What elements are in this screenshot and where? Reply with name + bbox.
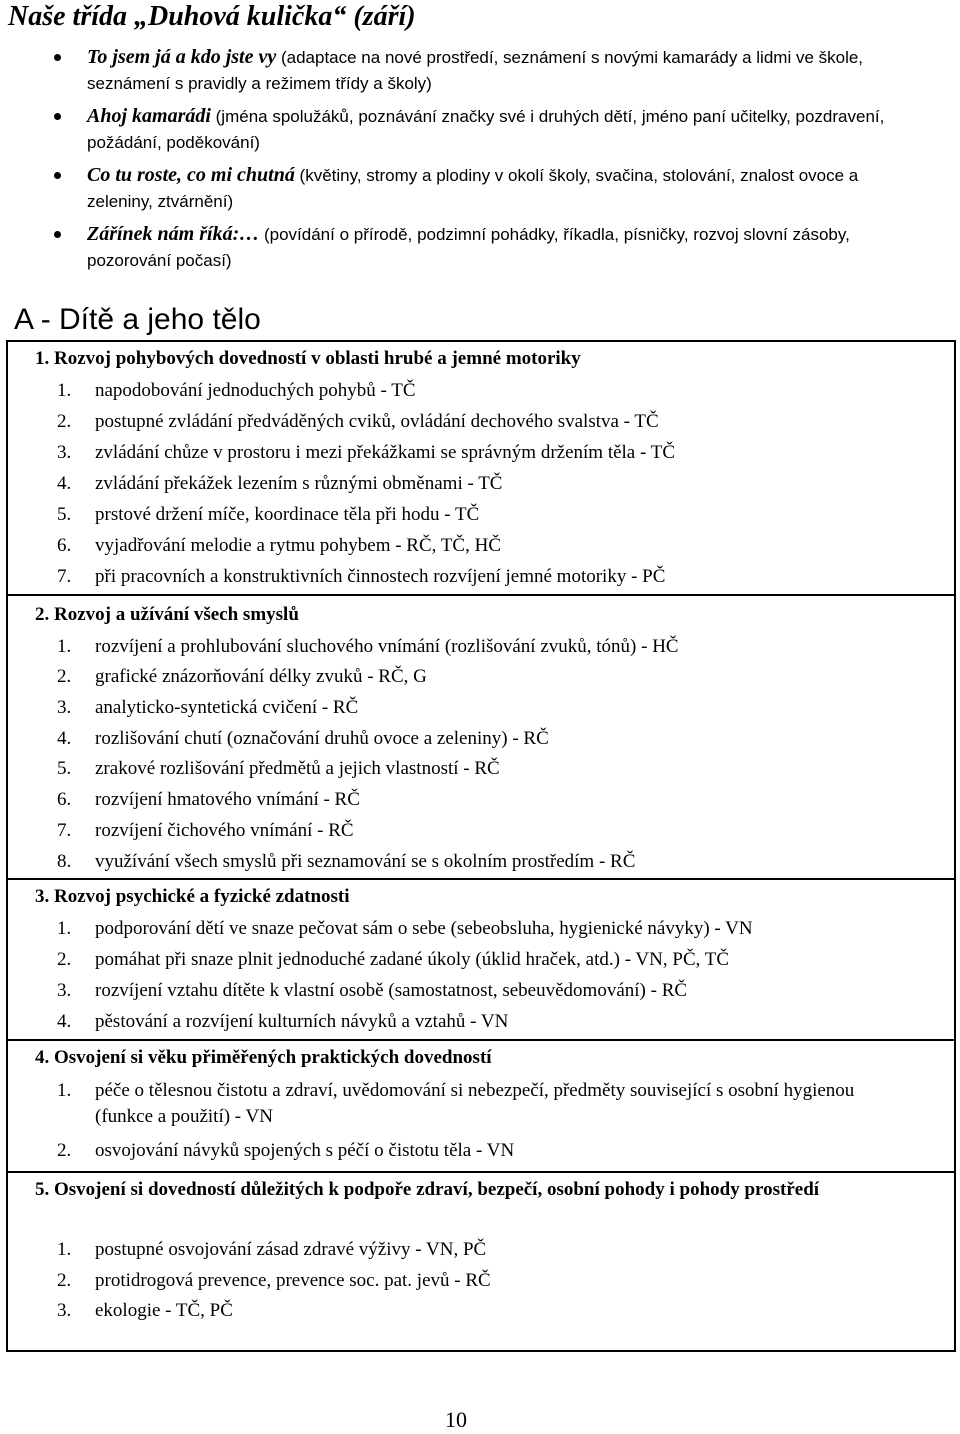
item-number: 7. xyxy=(57,820,72,841)
item-number: 2. xyxy=(57,411,72,432)
item-number: 6. xyxy=(57,789,72,810)
item-number: 3. xyxy=(57,1300,72,1321)
item-number: 5. xyxy=(57,504,72,525)
item-number: 7. xyxy=(57,566,72,587)
item-number: 1. xyxy=(57,636,72,657)
item-text: rozlišování chutí (označování druhů ovoce a zeleniny) - RČ xyxy=(95,728,549,749)
item-number: 3. xyxy=(57,442,72,463)
item-text: podporování dětí ve snaze pečovat sám o sebe (sebeobsluha, hygienické návyky) - VN xyxy=(95,918,753,939)
item-text: osvojování návyků spojených s péčí o čistotu těla - VN xyxy=(95,1140,515,1161)
page-number: 10 xyxy=(445,1407,467,1432)
list-item xyxy=(57,1138,917,1164)
block-heading: 1. Rozvoj pohybových dovedností v oblasti hrubé a jemné motoriky xyxy=(35,348,581,369)
item-text: protidrogová prevence, prevence soc. pat. jevů - RČ xyxy=(95,1270,491,1291)
list-item xyxy=(57,695,917,721)
item-text: grafické znázorňování délky zvuků - RČ, G xyxy=(95,666,427,687)
item-text: vyjadřování melodie a rytmu pohybem - RČ, TČ, HČ xyxy=(95,535,501,556)
item-number: 1. xyxy=(57,380,72,401)
item-text: rozvíjení čichového vnímání - RČ xyxy=(95,820,354,841)
item-number: 6. xyxy=(57,535,72,556)
section-heading: A - Dítě a jeho tělo xyxy=(14,303,261,336)
block-heading: 2. Rozvoj a užívání všech smyslů xyxy=(35,604,299,625)
curriculum-box xyxy=(6,340,956,1352)
list-item xyxy=(57,849,917,875)
item-text: pomáhat při snaze plnit jednoduché zadané úkoly (úklid hraček, atd.) - VN, PČ, TČ xyxy=(95,949,730,970)
item-text: postupné zvládání předváděných cviků, ovládání dechového svalstva - TČ xyxy=(95,411,659,432)
item-text: rozvíjení hmatového vnímání - RČ xyxy=(95,789,360,810)
list-item xyxy=(57,664,917,690)
block-heading: 5. Osvojení si dovedností důležitých k podpoře zdraví, bezpečí, osobní pohody i pohody prostředí xyxy=(35,1179,820,1200)
topic-lead: Co tu roste, co mi chutná xyxy=(87,164,295,186)
block-heading: 4. Osvojení si věku přiměřených praktických dovedností xyxy=(35,1047,492,1068)
list-item xyxy=(57,564,917,590)
item-text: zvládání překážek lezením s různými obměnami - TČ xyxy=(95,473,503,494)
item-text: ekologie - TČ, PČ xyxy=(95,1300,233,1321)
item-text: pěstování a rozvíjení kulturních návyků a vztahů - VN xyxy=(95,1011,509,1032)
list-item xyxy=(57,409,917,435)
topic-list xyxy=(0,44,960,280)
bullet-icon xyxy=(54,113,61,120)
topic-lead: To jsem já a kdo jste vy xyxy=(87,46,277,68)
bullet-icon xyxy=(54,231,61,238)
list-item xyxy=(57,787,917,813)
item-text: analyticko-syntetická cvičení - RČ xyxy=(95,697,359,718)
item-number: 2. xyxy=(57,1140,72,1161)
item-number: 1. xyxy=(57,1080,72,1101)
list-item xyxy=(57,378,917,404)
page-title: Naše třída „Duhová kulička“ (září) xyxy=(8,1,416,32)
item-number: 4. xyxy=(57,1011,72,1032)
item-text: rozvíjení a prohlubování sluchového vnímání (rozlišování zvuků, tónů) - HČ xyxy=(95,636,679,657)
topic-text: (květiny, stromy a plodiny v okolí školy, svačina, stolování, znalost ovoce a zeleniny, ztvárnění) xyxy=(87,166,859,211)
item-number: 1. xyxy=(57,918,72,939)
item-text: napodobování jednoduchých pohybů - TČ xyxy=(95,380,416,401)
item-text: rozvíjení vztahu dítěte k vlastní osobě (samostatnost, sebeuvědomování) - RČ xyxy=(95,980,688,1001)
list-item xyxy=(57,1009,917,1035)
topic-item xyxy=(0,221,960,274)
topic-text: (jména spolužáků, poznávání značky své i druhých dětí, jméno paní učitelky, pozdravení, požádání, poděkování) xyxy=(87,107,885,152)
item-number: 2. xyxy=(57,666,72,687)
item-text: prstové držení míče, koordinace těla při hodu - TČ xyxy=(95,504,480,525)
list-item xyxy=(57,947,917,973)
bullet-icon xyxy=(54,172,61,179)
curriculum-block xyxy=(8,594,954,880)
item-text: zrakové rozlišování předmětů a jejich vlastností - RČ xyxy=(95,758,500,779)
item-text: využívání všech smyslů při seznamování se s okolním prostředím - RČ xyxy=(95,851,636,872)
list-item xyxy=(57,978,917,1004)
curriculum-block xyxy=(8,1171,954,1352)
topic-text: (povídání o přírodě, podzimní pohádky, říkadla, písničky, rozvoj slovní zásoby, pozorování počasí) xyxy=(87,225,850,270)
block-heading: 3. Rozvoj psychické a fyzické zdatnosti xyxy=(35,886,350,907)
item-number: 3. xyxy=(57,697,72,718)
item-number: 3. xyxy=(57,980,72,1001)
item-number: 8. xyxy=(57,851,72,872)
list-item xyxy=(57,634,917,660)
list-item xyxy=(57,502,917,528)
topic-lead: Zářínek nám říká:… xyxy=(87,223,260,245)
curriculum-block xyxy=(8,342,954,594)
list-item xyxy=(57,1298,917,1324)
list-item xyxy=(57,756,917,782)
topic-item xyxy=(0,44,960,97)
list-item xyxy=(57,726,917,752)
curriculum-block xyxy=(8,1039,954,1173)
topic-text: (adaptace na nové prostředí, seznámení s novými kamarády a lidmi ve škole, seznámení s pravidly a režimem třídy a školy) xyxy=(87,48,864,93)
list-item xyxy=(57,1237,917,1263)
curriculum-block xyxy=(8,878,954,1041)
list-item xyxy=(57,533,917,559)
item-text: postupné osvojování zásad zdravé výživy - VN, PČ xyxy=(95,1239,487,1260)
list-item xyxy=(57,916,917,942)
item-number: 4. xyxy=(57,728,72,749)
topic-item xyxy=(0,103,960,156)
list-item xyxy=(57,1268,917,1294)
list-item xyxy=(57,1078,917,1130)
item-text: péče o tělesnou čistotu a zdraví, uvědomování si nebezpečí, předměty související s osobní hygienou (funkce a použití) - VN xyxy=(95,1080,855,1127)
item-text: zvládání chůze v prostoru i mezi překážkami se správným držením těla - TČ xyxy=(95,442,676,463)
item-number: 4. xyxy=(57,473,72,494)
list-item xyxy=(57,471,917,497)
item-number: 1. xyxy=(57,1239,72,1260)
list-item xyxy=(57,440,917,466)
item-number: 5. xyxy=(57,758,72,779)
item-text: při pracovních a konstruktivních činnostech rozvíjení jemné motoriky - PČ xyxy=(95,566,666,587)
topic-lead: Ahoj kamarádi xyxy=(87,105,211,127)
topic-item xyxy=(0,162,960,215)
item-number: 2. xyxy=(57,1270,72,1291)
item-number: 2. xyxy=(57,949,72,970)
list-item xyxy=(57,818,917,844)
bullet-icon xyxy=(54,54,61,61)
